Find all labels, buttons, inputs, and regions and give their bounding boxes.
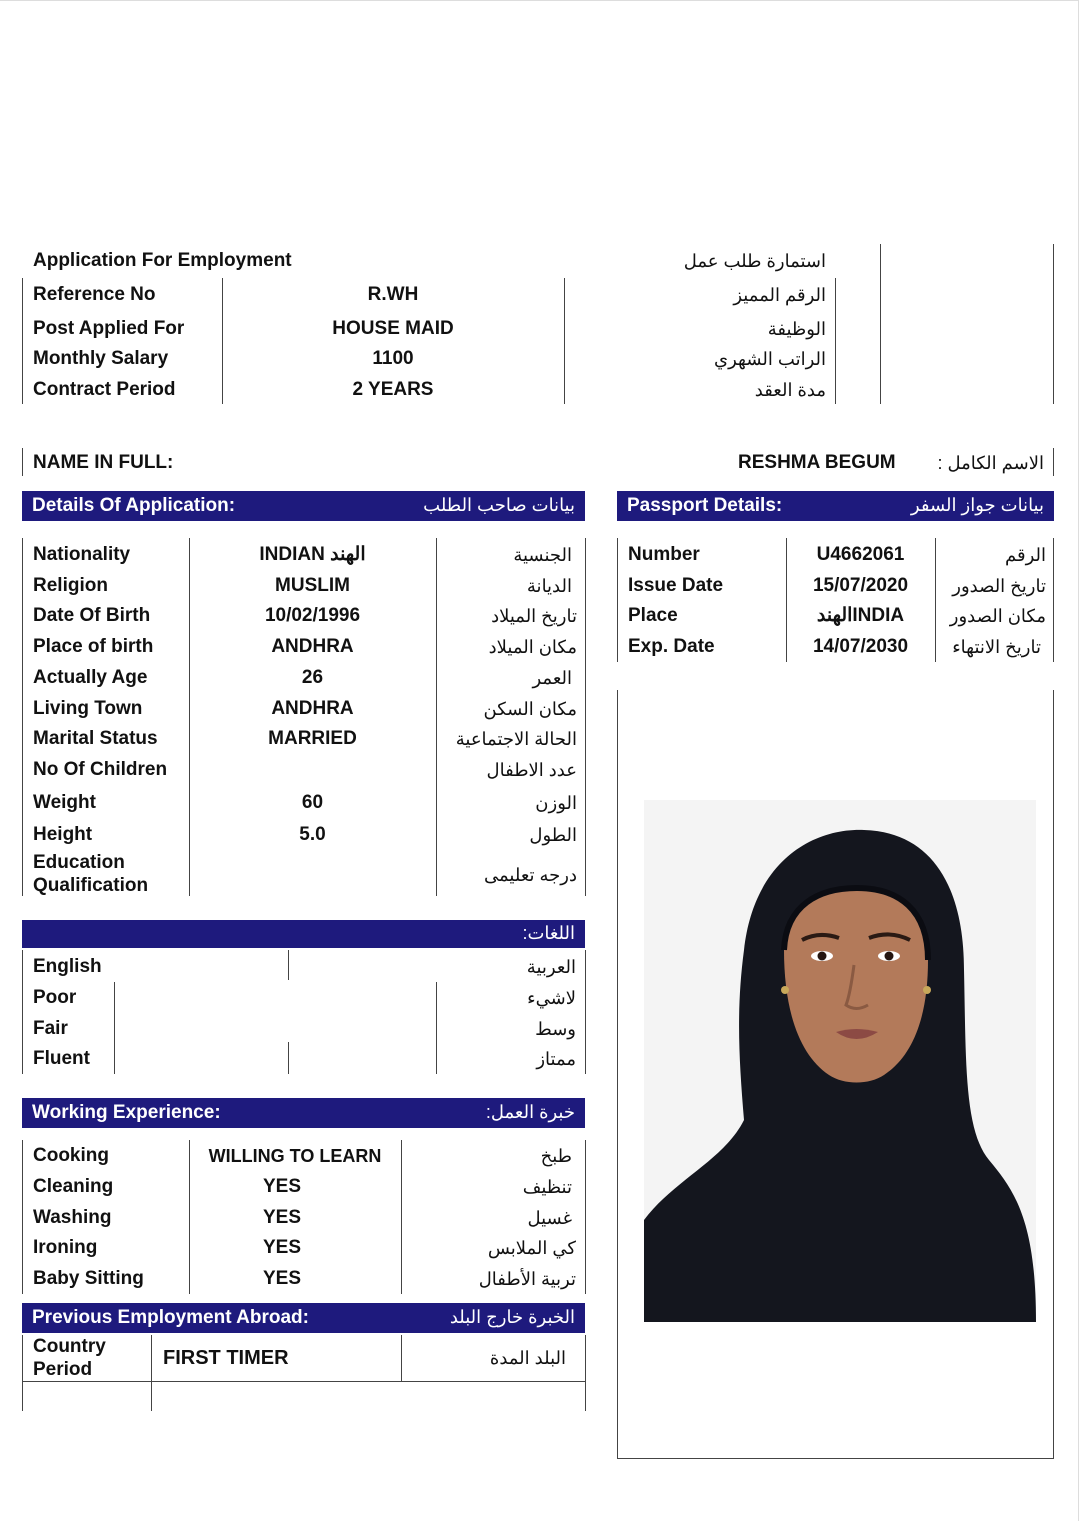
dob-label: Date Of Birth	[33, 605, 151, 626]
children-label: No Of Children	[33, 759, 168, 780]
age-ar: العمر	[532, 668, 572, 688]
reference-no-label: Reference No	[33, 284, 156, 305]
cleaning-ar: تنظيف	[522, 1177, 572, 1197]
living-town-ar: مكان السكن	[483, 699, 577, 719]
children-ar: عدد الاطفال	[486, 760, 577, 780]
nationality-ar: الجنسية	[513, 545, 572, 565]
issue-place-value: الهندINDIA	[816, 605, 905, 626]
ironing-ar: كي الملابس	[487, 1238, 576, 1258]
religion-ar: الديانة	[526, 576, 572, 596]
cleaning-value: YES	[262, 1176, 302, 1197]
exp-date-ar: تاريخ الانتهاء	[952, 637, 1041, 657]
ironing-label: Ironing	[33, 1237, 98, 1258]
place-of-birth-value: ANDHRA	[271, 636, 354, 657]
contract-period-label: Contract Period	[33, 379, 176, 400]
ironing-value: YES	[262, 1237, 302, 1258]
period-label: Period	[33, 1359, 93, 1380]
education-label-1: Education	[33, 852, 125, 873]
post-applied-label: Post Applied For	[33, 318, 185, 339]
washing-label: Washing	[33, 1207, 112, 1228]
passport-number-value: U4662061	[816, 544, 905, 565]
passport-title: Passport Details:	[627, 495, 783, 516]
height-label: Height	[33, 824, 93, 845]
nationality-value: INDIAN الهند	[259, 544, 366, 565]
exp-date-value: 14/07/2030	[812, 636, 909, 657]
cleaning-label: Cleaning	[33, 1176, 114, 1197]
washing-value: YES	[262, 1207, 302, 1228]
lang-fluent-label: Fluent	[33, 1048, 90, 1069]
baby-sitting-ar: تربية الأطفال	[478, 1269, 576, 1289]
previous-ar: البلد المدة	[489, 1348, 566, 1368]
marital-status-ar: الحالة الاجتماعية	[455, 729, 577, 749]
age-value: 26	[301, 667, 324, 688]
details-header-bar	[22, 491, 585, 521]
arabic-label: العربية	[526, 957, 576, 977]
monthly-salary-value: 1100	[372, 348, 414, 369]
issue-place-label: Place	[628, 605, 678, 626]
cooking-value: WILLING TO LEARN	[208, 1146, 382, 1166]
weight-ar: الوزن	[535, 793, 577, 813]
passport-title-ar: بيانات جواز السفر	[910, 495, 1044, 515]
previous-title-ar: الخبرة خارج البلد	[449, 1307, 575, 1327]
education-ar: درجه تعليمى	[484, 865, 577, 885]
experience-header-bar	[22, 1098, 585, 1128]
marital-status-label: Marital Status	[33, 728, 158, 749]
passport-number-label: Number	[628, 544, 700, 565]
living-town-label: Living Town	[33, 698, 143, 719]
issue-date-ar: تاريخ الصدور	[952, 576, 1046, 596]
baby-sitting-value: YES	[262, 1268, 302, 1289]
portrait-illustration	[644, 800, 1036, 1322]
languages-header-bar	[22, 920, 585, 948]
religion-label: Religion	[33, 575, 108, 596]
title-en: Application For Employment	[33, 250, 292, 271]
lang-fair-ar: وسط	[535, 1019, 576, 1039]
lang-poor-label: Poor	[33, 987, 77, 1008]
country-label: Country	[33, 1336, 106, 1357]
baby-sitting-label: Baby Sitting	[33, 1268, 144, 1289]
previous-header-bar	[22, 1303, 585, 1333]
living-town-value: ANDHRA	[271, 698, 354, 719]
weight-label: Weight	[33, 792, 96, 813]
weight-value: 60	[301, 792, 324, 813]
reference-no-ar: الرقم المميز	[733, 285, 826, 305]
monthly-salary-label: Monthly Salary	[33, 348, 169, 369]
age-label: Actually Age	[33, 667, 148, 688]
name-value: RESHMA BEGUM	[738, 452, 896, 473]
reference-no-value: R.WH	[367, 284, 419, 305]
experience-title-ar: خبرة العمل:	[485, 1102, 575, 1122]
education-label-2: Qualification	[33, 875, 149, 896]
lang-fair-label: Fair	[33, 1018, 68, 1039]
dob-value: 10/02/1996	[264, 605, 361, 626]
issue-place-ar: مكان الصدور	[949, 606, 1046, 626]
nationality-label: Nationality	[33, 544, 131, 565]
previous-title: Previous Employment Abroad:	[32, 1307, 309, 1328]
height-ar: الطول	[529, 825, 577, 845]
post-applied-value: HOUSE MAID	[332, 318, 454, 339]
post-applied-ar: الوظيفة	[767, 319, 826, 339]
washing-ar: غسيل	[527, 1208, 572, 1228]
exp-date-label: Exp. Date	[628, 636, 715, 657]
cooking-label: Cooking	[33, 1145, 109, 1166]
previous-value: FIRST TIMER	[163, 1347, 289, 1369]
marital-status-value: MARRIED	[268, 728, 357, 749]
contract-period-ar: مدة العقد	[754, 380, 826, 400]
cooking-ar: طبخ	[540, 1146, 572, 1166]
lang-poor-ar: لاشيء	[527, 988, 576, 1008]
issue-date-label: Issue Date	[628, 575, 724, 596]
height-value: 5.0	[299, 824, 326, 845]
contract-period-value: 2 YEARS	[352, 379, 434, 400]
passport-header-bar	[617, 491, 1054, 521]
dob-ar: تاريخ الميلاد	[491, 606, 577, 626]
place-of-birth-label: Place of birth	[33, 636, 154, 657]
name-label: NAME IN FULL:	[33, 452, 174, 473]
religion-value: MUSLIM	[275, 575, 350, 596]
passport-number-ar: الرقم	[1004, 545, 1046, 565]
lang-fluent-ar: ممتاز	[536, 1049, 576, 1069]
details-title-ar: بيانات صاحب الطلب	[423, 495, 575, 515]
name-label-ar: الاسم الكامل :	[937, 453, 1044, 473]
title-ar: استمارة طلب عمل	[683, 251, 826, 271]
monthly-salary-ar: الراتب الشهري	[714, 349, 826, 369]
languages-title-ar: اللغات:	[522, 923, 575, 943]
issue-date-value: 15/07/2020	[812, 575, 909, 596]
experience-title: Working Experience:	[32, 1102, 221, 1123]
place-of-birth-ar: مكان الميلاد	[488, 637, 577, 657]
english-label: English	[33, 956, 102, 977]
details-title: Details Of Application:	[32, 495, 236, 516]
applicant-photo	[644, 800, 1036, 1322]
